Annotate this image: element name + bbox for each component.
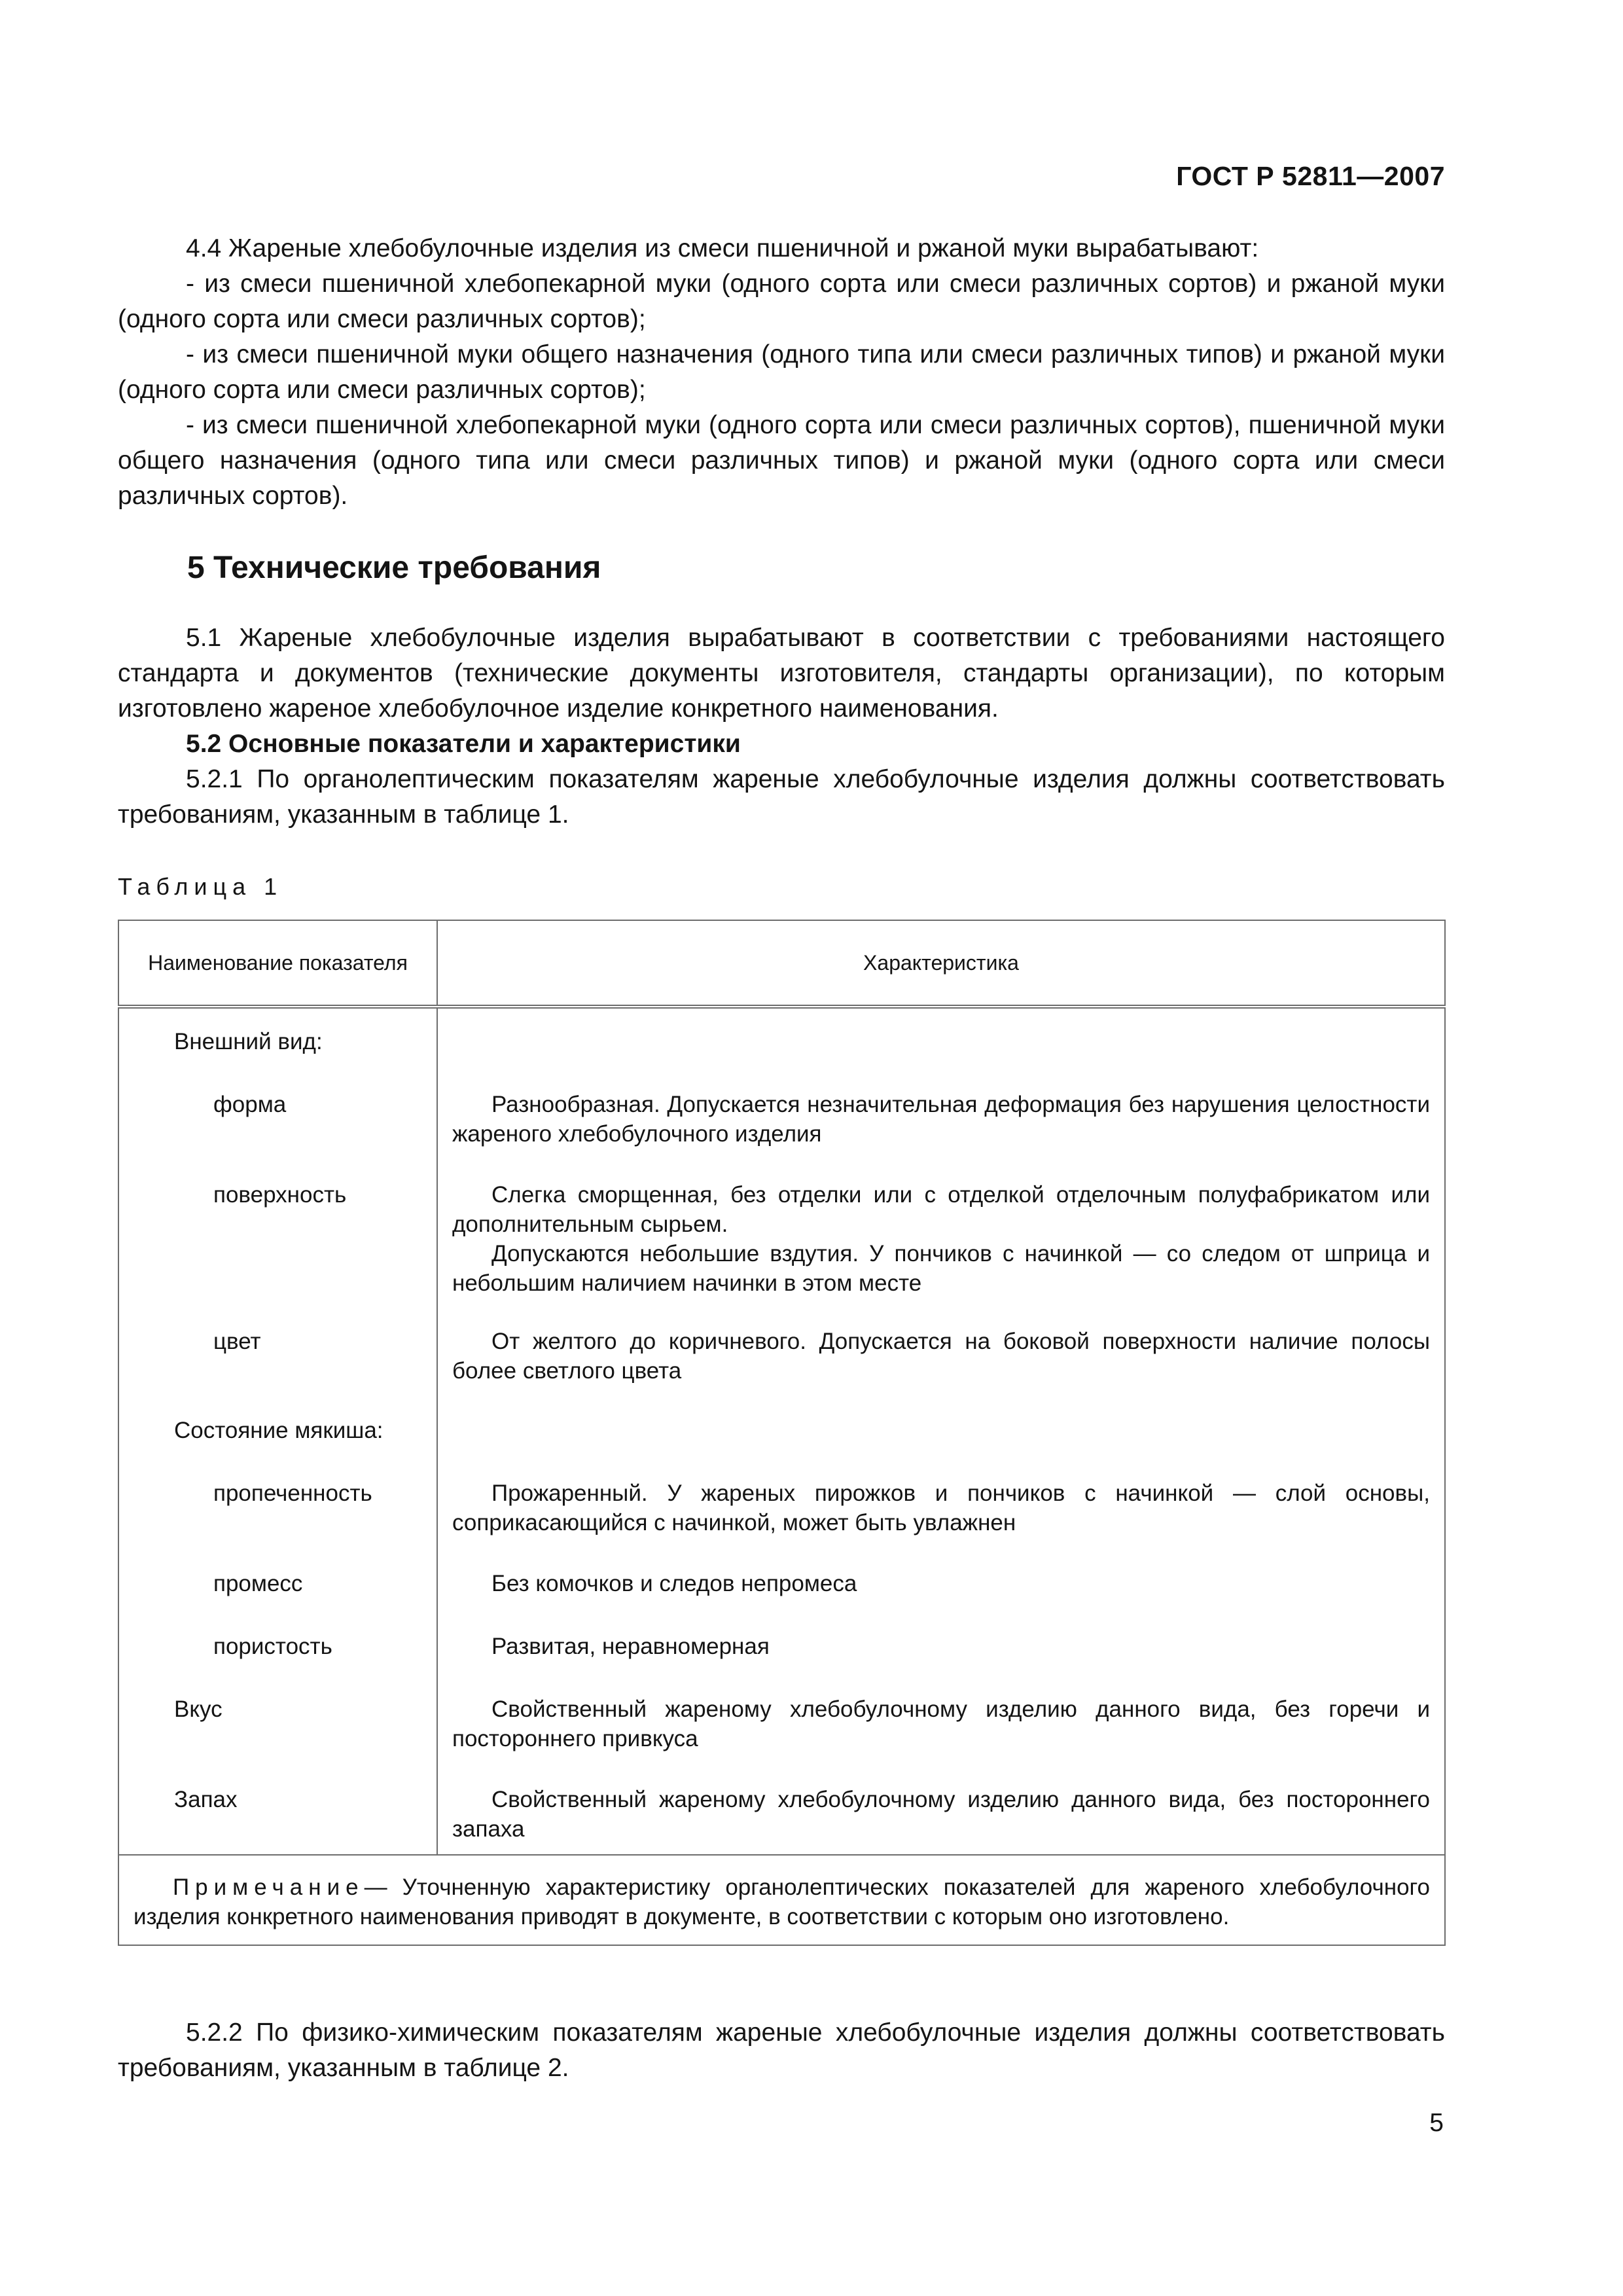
column-header-indicator: Наименование показателя [118,920,437,1007]
section-5-body [118,620,1445,833]
list-item: - из смеси пшеничной хлебопекарной муки (одного сорта или смеси различных сортов), пшеничной муки общего назначения (одного типа или смеси различных типов) и ржаной муки (одного сорта или смеси различных сортов). [118,411,1445,510]
list-item: - из смеси пшеничной хлебопекарной муки (одного сорта или смеси различных сортов) и ржаной муки (одного сорта или смеси различных сортов); [118,270,1445,333]
row-name: поверхность [213,1182,347,1208]
page-number: 5 [1429,2109,1444,2137]
paragraph-5-1: 5.1 Жареные хлебобулочные изделия вырабатывают в соответствии с требованиями настоящего стандарта и документов (технические документы изготовителя, стандарты организации), по которым изготовлено жареное хлебобулочное изделие конкретного наименования. [118,624,1445,723]
note-text: — Уточненную характеристику органолептических показателей для жареного хлебобулочного изделия конкретного наименования приводят в документе, в соответствии с которым оно изготовлено. [134,1874,1430,1929]
table-1 [118,920,1446,1946]
section-5-2-2 [118,2015,1445,2086]
row-characteristic: От желтого до коричневого. Допускается на боковой поверхности наличие полосы более светлого цвета [452,1329,1430,1384]
row-characteristic: Развитая, неравномерная [491,1634,770,1659]
table-row [118,1007,1445,1855]
row-name: Запах [174,1787,238,1812]
row-name: промесс [213,1571,303,1596]
row-characteristic: Слегка сморщенная, без отделки или с отделкой отделочным полуфабрикатом или дополнительным сырьем. [452,1182,1430,1237]
standard-code: ГОСТ Р 52811—2007 [1176,161,1445,191]
note-label: Примечание [173,1874,365,1900]
subsection-5-2-heading: 5.2 Основные показатели и характеристики [186,730,741,758]
section-5-heading: 5 Технические требования [187,550,601,585]
paragraph-5-2-1: 5.2.1 По органолептическим показателям жареные хлебобулочные изделия должны соответствовать требованиям, указанным в таблице 1. [118,765,1445,829]
table-note-row [118,1855,1445,1945]
row-name: Состояние мякиша: [174,1418,383,1443]
row-name: цвет [213,1329,261,1354]
row-name: форма [213,1092,287,1117]
row-characteristic: Свойственный жареному хлебобулочному изделию данного вида, без горечи и постороннего привкуса [452,1696,1430,1751]
row-name: пористость [213,1634,332,1659]
row-name: Вкус [174,1696,223,1722]
row-name: Внешний вид: [174,1029,323,1054]
paragraph-5-2-2: 5.2.2 По физико-химическим показателям жареные хлебобулочные изделия должны соответствовать требованиям, указанным в таблице 2. [118,2018,1445,2082]
section-4-4 [118,231,1445,514]
table-header-row [118,920,1445,1007]
paragraph-4-4-intro: 4.4 Жареные хлебобулочные изделия из смеси пшеничной и ржаной муки вырабатывают: [186,234,1259,262]
row-name: пропеченность [213,1480,372,1506]
row-characteristic: Прожаренный. У жареных пирожков и пончиков с начинкой — слой основы, соприкасающийся с начинкой, может быть увлажнен [452,1480,1430,1535]
row-characteristic: Допускаются небольшие вздутия. У пончиков с начинкой — со следом от шприца и небольшим наличием начинки в этом месте [452,1241,1430,1296]
row-characteristic: Свойственный жареному хлебобулочному изделию данного вида, без постороннего запаха [452,1787,1430,1842]
table-caption: Таблица 1 [118,873,283,900]
column-header-characteristic: Характеристика [437,920,1445,1007]
list-item: - из смеси пшеничной муки общего назначения (одного типа или смеси различных типов) и ржаной муки (одного сорта или смеси различных сортов); [118,340,1445,404]
table-note [118,1855,1445,1945]
row-characteristic: Без комочков и следов непромеса [491,1571,857,1596]
row-characteristic: Разнообразная. Допускается незначительная деформация без нарушения целостности жареного хлебобулочного изделия [452,1092,1430,1147]
